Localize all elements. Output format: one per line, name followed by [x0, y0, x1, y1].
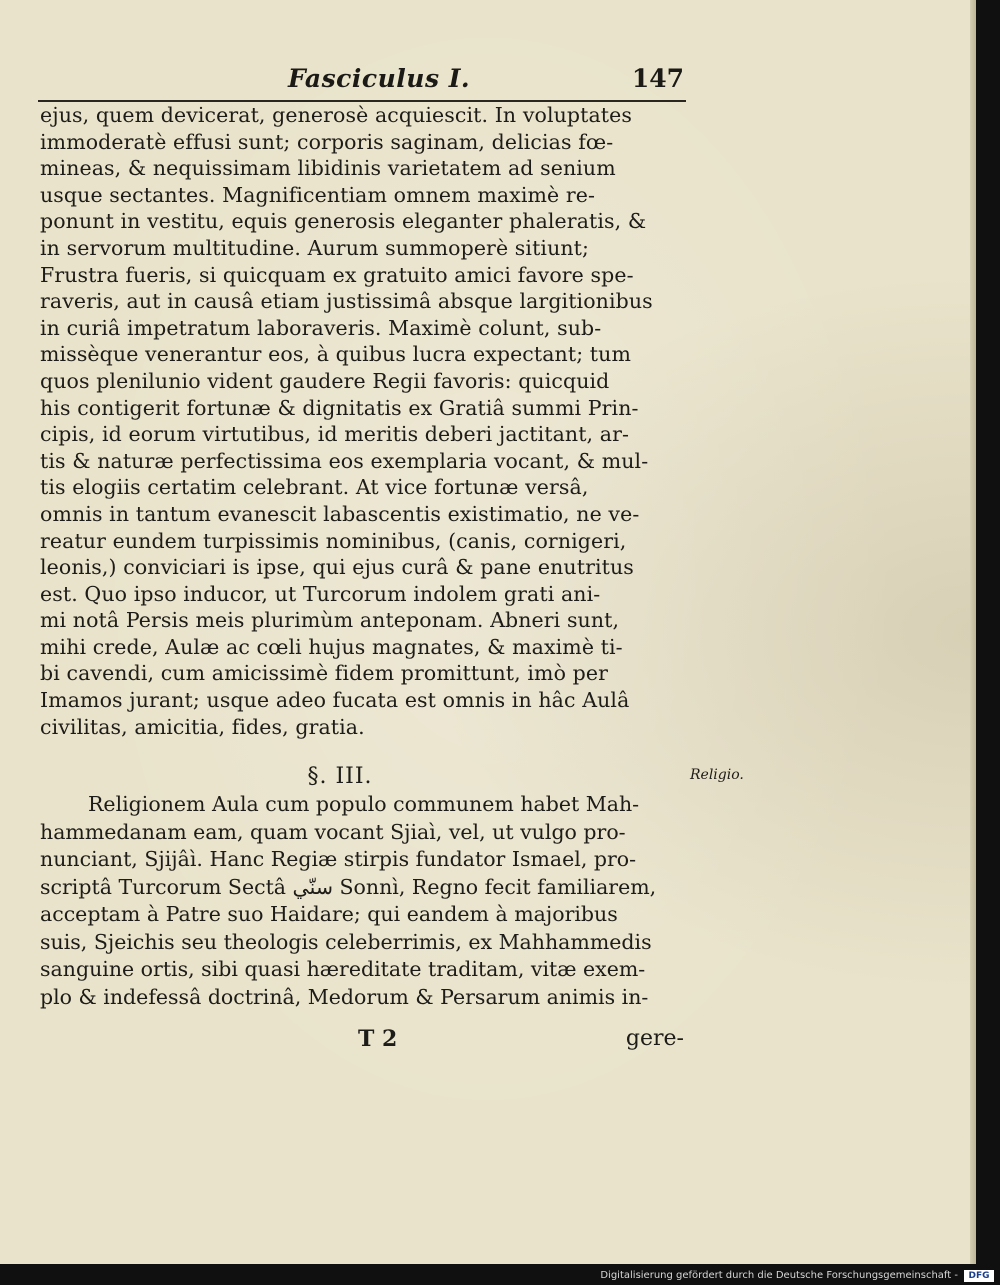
text-line: raveris, aut in causâ etiam justissimâ absque largitionibus	[40, 289, 653, 314]
margin-note: Religio.	[690, 767, 744, 783]
text-line: mineas, & nequissimam libidinis varietatem ad senium	[40, 156, 616, 181]
text-line: his contigerit fortunæ & dignitatis ex Gratiâ summi Prin-	[40, 395, 639, 420]
text-line: quos plenilunio vident gaudere Regii favoris: quicquid	[40, 368, 610, 393]
text-line: scriptâ Turcorum Sectâ سنّي Sonnì, Regno fecit familiarem,	[40, 874, 657, 899]
text-line: hammedanam eam, quam vocant Sjiaì, vel, ut vulgo pro-	[40, 819, 626, 844]
text-line: tis elogiis certatim celebrant. At vice fortunæ versâ,	[40, 475, 589, 500]
text-line: bi cavendi, cum amicissimè fidem promittunt, imò per	[40, 661, 608, 686]
body-paragraph	[40, 102, 690, 740]
text-line: omnis in tantum evanescit labascentis existimatio, ne ve-	[40, 501, 640, 526]
text-line: ponunt in vestitu, equis generosis eleganter phaleratis, &	[40, 209, 647, 234]
text-line: ejus, quem devicerat, generosè acquiescit. In voluptates	[40, 103, 632, 127]
page-header	[40, 64, 686, 98]
text-line: mi notâ Persis meis plurimùm anteponam. Abneri sunt,	[40, 608, 620, 633]
text-line: usque sectantes. Magnificentiam omnem maximè re-	[40, 182, 596, 207]
page-number: 147	[631, 64, 684, 93]
text-line: tis & naturæ perfectissima eos exemplaria vocant, & mul-	[40, 448, 649, 473]
text-line: civilitas, amicitia, fides, gratia.	[40, 714, 365, 739]
dfg-logo: DFG	[964, 1270, 994, 1282]
text-line: nunciant, Sjijâì. Hanc Regiæ stirpis fundator Ismael, pro-	[40, 847, 637, 871]
text-line: immoderatè effusi sunt; corporis saginam, delicias fœ-	[40, 129, 614, 154]
text-line: in curiâ impetratum laboraveris. Maximè colunt, sub-	[40, 315, 602, 340]
text-line: in servorum multitudine. Aurum summoperè sitiunt;	[40, 235, 590, 260]
text-line: leonis,) conviciari is ipse, qui ejus curâ & pane enutritus	[40, 555, 634, 580]
section-heading: §. III.	[307, 764, 373, 789]
text-line: suis, Sjeichis seu theologis celeberrimis, ex Mahhammedis	[40, 929, 652, 954]
text-line: sanguine ortis, sibi quasi hæreditate traditam, vitæ exem-	[40, 957, 646, 981]
page-footer	[40, 1026, 686, 1056]
text-line: acceptam à Patre suo Haidare; qui eandem à majoribus	[40, 902, 618, 926]
running-head: Fasciculus I.	[288, 64, 471, 93]
signature-mark: T 2	[358, 1026, 398, 1052]
text-line: plo & indefessâ doctrinâ, Medorum & Persarum animis in-	[40, 984, 649, 1009]
text-line: reatur eundem turpissimis nominibus, (canis, cornigeri,	[40, 528, 627, 553]
funding-note: Digitalisierung gefördert durch die Deutsche Forschungsgemeinschaft -	[600, 1270, 958, 1281]
catchword: gere-	[625, 1026, 684, 1051]
text-line: Frustra fueris, si quicquam ex gratuito amici favore spe-	[40, 262, 634, 287]
text-line: cipis, id eorum virtutibus, id meritis deberi jactitant, ar-	[40, 422, 630, 447]
text-line: est. Quo ipso inducor, ut Turcorum indolem grati ani-	[40, 581, 601, 606]
text-line: Religionem Aula cum populo communem habet Mah-	[88, 792, 640, 816]
text-line: mihi crede, Aulæ ac cœli hujus magnates, & maximè ti-	[40, 634, 623, 659]
text-line: missèque venerantur eos, à quibus lucra expectant; tum	[40, 342, 631, 367]
section-paragraph	[40, 792, 690, 1012]
page-edge	[970, 0, 976, 1264]
text-line: Imamos jurant; usque adeo fucata est omnis in hâc Aulâ	[40, 688, 630, 713]
